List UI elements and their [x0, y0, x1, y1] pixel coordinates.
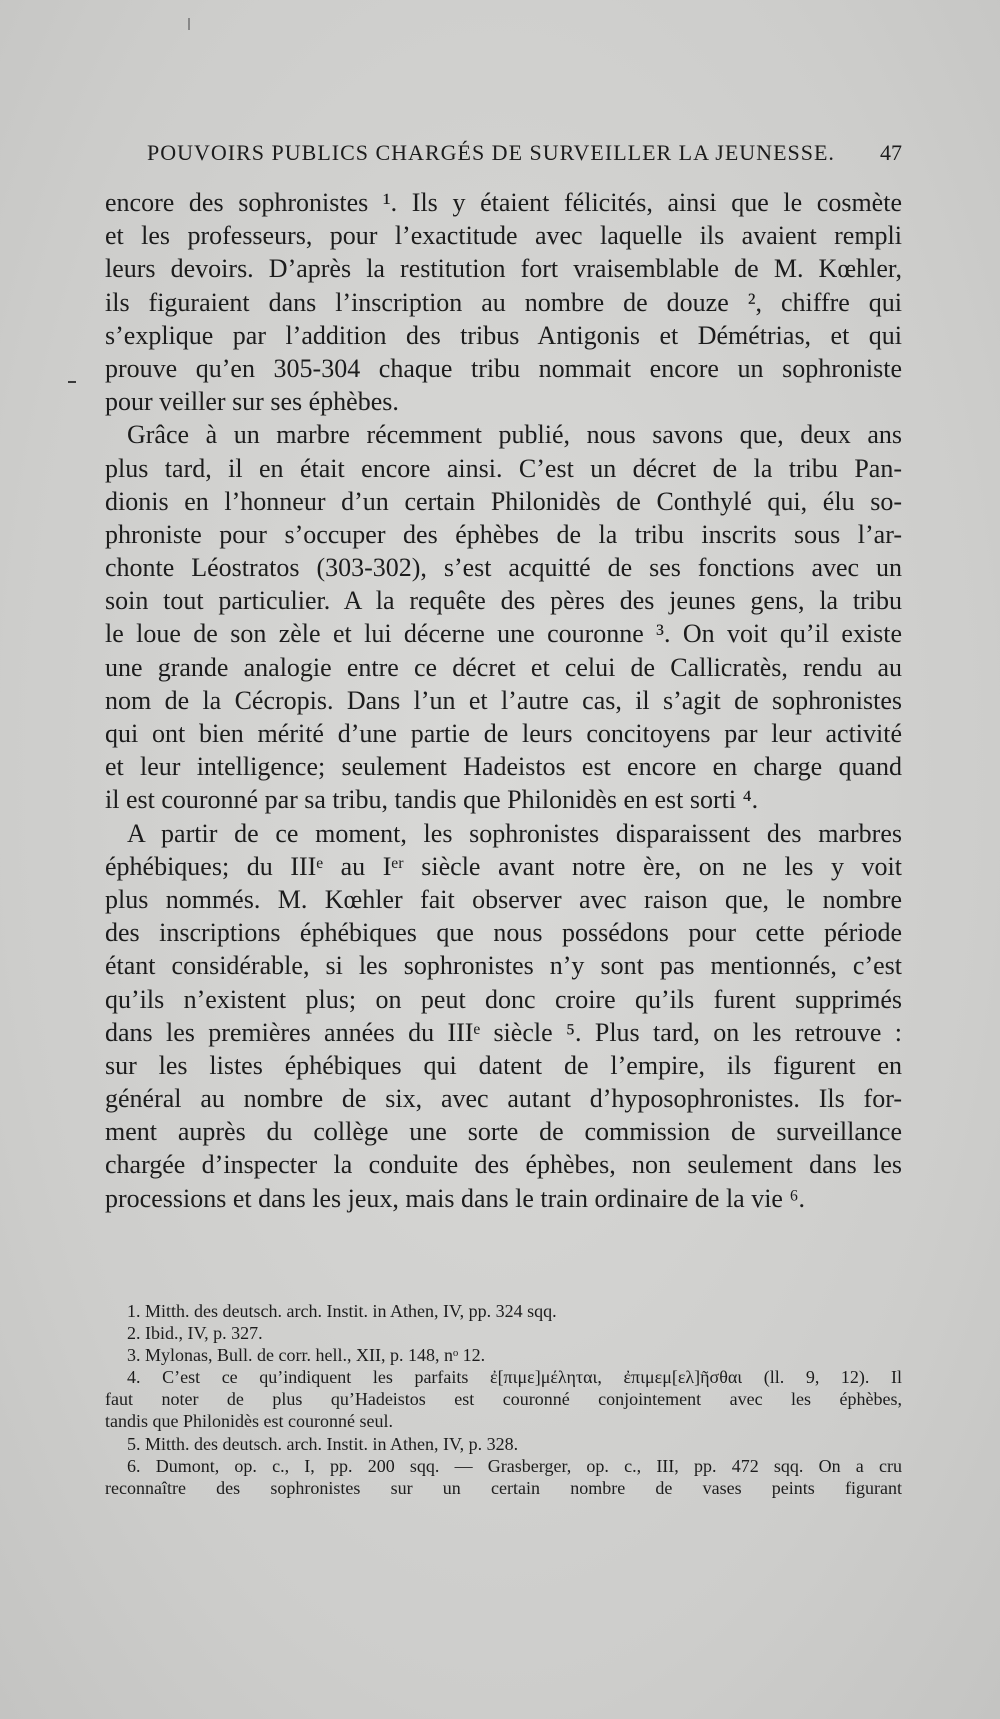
- footnote-line: tandis que Philonidès est couronné seul.: [105, 1411, 393, 1432]
- margin-mark: [68, 381, 76, 383]
- footnote-line: 3. Mylonas, Bull. de corr. hell., XII, p. 148, nᵒ 12.: [127, 1345, 486, 1366]
- body-line: soin tout particulier. A la requête des pères des jeunes gens, la tribu: [105, 586, 902, 616]
- body-line: nom de la Cécropis. Dans l’un et l’autre cas, il s’agit de sophronistes: [105, 685, 902, 715]
- body-line: dionis en l’honneur d’un certain Philonidès de Conthylé qui, élu so-: [105, 486, 902, 516]
- body-line: qui ont bien mérité d’une partie de leurs concitoyens par leur activité: [105, 719, 902, 748]
- body-line: et les professeurs, pour l’exactitude avec laquelle ils avaient rempli: [105, 221, 902, 251]
- body-line: qu’ils n’existent plus; on peut donc croire qu’ils furent supprimés: [105, 984, 902, 1014]
- body-line: le loue de son zèle et lui décerne une couronne ³. On voit qu’il existe: [105, 619, 902, 649]
- body-line: ment auprès du collège une sorte de commission de surveillance: [105, 1117, 902, 1147]
- body-line: dans les premières années du IIIᵉ siècle ⁵. Plus tard, on les retrouve :: [105, 1017, 902, 1047]
- footnote-line: 2. Ibid., IV, p. 327.: [127, 1323, 263, 1344]
- body-line: pour veiller sur ses éphèbes.: [105, 387, 399, 417]
- body-line: chargée d’inspecter la conduite des éphèbes, non seulement dans les: [105, 1150, 902, 1180]
- footnote-line: reconnaître des sophronistes sur un certain nombre de vases peints figurant: [105, 1477, 902, 1498]
- body-line: et leur intelligence; seulement Hadeistos est encore en charge quand: [105, 752, 902, 782]
- body-line: Grâce à un marbre récemment publié, nous savons que, deux ans: [127, 420, 902, 450]
- body-line: leurs devoirs. D’après la restitution fort vraisemblable de M. Kœhler,: [105, 254, 902, 284]
- body-line: s’explique par l’addition des tribus Antigonis et Démétrias, et qui: [105, 320, 902, 350]
- body-line: phroniste pour s’occuper des éphèbes de la tribu inscrits sous l’ar-: [105, 519, 902, 549]
- body-line: encore des sophronistes ¹. Ils y étaient félicités, ainsi que le cosmète: [105, 188, 902, 217]
- footnote-line: 6. Dumont, op. c., I, pp. 200 sqq. — Grasberger, op. c., III, pp. 472 sqq. On a cru: [127, 1455, 902, 1476]
- paper-speck: [188, 18, 190, 30]
- body-line: une grande analogie entre ce décret et celui de Callicratès, rendu au: [105, 652, 902, 682]
- page-header: [147, 140, 902, 174]
- body-line: prouve qu’en 305-304 chaque tribu nommait encore un sophroniste: [105, 353, 902, 383]
- body-line: plus nommés. M. Kœhler fait observer avec raison que, le nombre: [105, 884, 902, 914]
- body-line: chonte Léostratos (303-302), s’est acquitté de ses fonctions avec un: [105, 553, 902, 583]
- body-line: A partir de ce moment, les sophronistes disparaissent des marbres: [127, 818, 902, 848]
- page-number: 47: [880, 140, 902, 165]
- body-line: plus tard, il en était encore ainsi. C’est un décret de la tribu Pan-: [105, 453, 902, 483]
- footnote-line: 4. C’est ce qu’indiquent les parfaits ἐ[πιμε]μέληται, ἐπιμεμ[ελ]ῆσθαι (ll. 9, 12). Il: [127, 1367, 902, 1388]
- footnotes: [105, 1300, 902, 1499]
- body-line: éphébiques; du IIIᵉ au Iᵉʳ siècle avant notre ère, on ne les y voit: [105, 851, 902, 881]
- footnote-line: 5. Mitth. des deutsch. arch. Instit. in Athen, IV, p. 328.: [127, 1433, 519, 1454]
- footnote-line: 1. Mitth. des deutsch. arch. Instit. in Athen, IV, pp. 324 sqq.: [127, 1301, 557, 1321]
- body-text: [105, 186, 902, 1215]
- body-line: ils figuraient dans l’inscription au nombre de douze ², chiffre qui: [105, 287, 902, 317]
- running-head: POUVOIRS PUBLICS CHARGÉS DE SURVEILLER LA JEUNESSE.: [147, 140, 835, 165]
- body-line: général au nombre de six, avec autant d’hyposophronistes. Ils for-: [105, 1084, 902, 1114]
- footnote-line: faut noter de plus qu’Hadeistos est couronné conjointement avec les éphèbes,: [105, 1389, 902, 1410]
- body-line: il est couronné par sa tribu, tandis que Philonidès en est sorti ⁴.: [105, 785, 759, 815]
- body-line: étant considérable, si les sophronistes n’y sont pas mentionnés, c’est: [105, 951, 902, 981]
- body-line: processions et dans les jeux, mais dans le train ordinaire de la vie ⁶.: [105, 1183, 806, 1213]
- body-line: sur les listes éphébiques qui datent de l’empire, ils figurent en: [105, 1050, 902, 1080]
- body-line: des inscriptions éphébiques que nous possédons pour cette période: [105, 918, 902, 948]
